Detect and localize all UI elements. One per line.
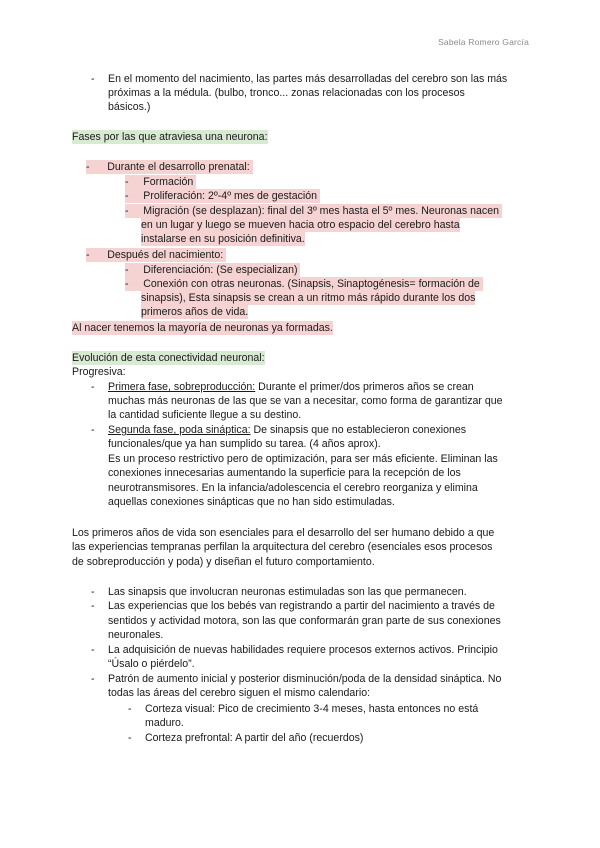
paragraph-line: Los primeros años de vida son esenciales para el desarrollo del ser humano debido a que [72,527,495,539]
sub-bullet-dash: - [128,703,132,715]
postnatal-item-cont: primeros años de vida. [141,306,249,318]
sub-bullet-line: Corteza prefrontal: A partir del año (recuerdos) [145,732,364,744]
second-phase-line: funcionales/que ya han sumplido su tarea. (4 años aprox). [108,438,381,450]
first-phase-text: Durante el primer/dos primeros años se crean [255,381,474,393]
first-phase [108,380,474,394]
bullet-line: neuronales. [108,629,164,641]
bullet-line: “Úsalo o piérdelo”. [108,658,195,670]
prenatal-label-text: Durante el desarrollo prenatal: [107,161,250,173]
postnatal-item: - Diferenciación: (Se especializan) [125,263,300,277]
evolution-subheading: Progresiva: [72,366,126,378]
bullet-line: Las sinapsis que involucran neuronas estimuladas son las que permanecen. [108,586,467,598]
second-phase [108,423,466,437]
bullet-line: La adquisición de nuevas habilidades requiere procesos externos activos. Principio [108,644,498,656]
postnatal-label-text: Después del nacimiento: [107,249,224,261]
paragraph-line: las experiencias tempranas perfilan la arquitectura del cerebro (esenciales esos procesos [72,541,493,553]
author-name: Sabela Romero García [438,37,529,47]
sub-bullet-line: maduro. [145,717,184,729]
second-phase-line: Es un proceso restrictivo pero de optimización, para ser más eficiente. Eliminan las [108,453,498,465]
prenatal-item-text: Formación [143,176,194,188]
prenatal-label: - Durante el desarrollo prenatal: [86,160,253,174]
second-phase-line: neurotransmisores. En la infancia/adolescencia el cerebro reorganiza y elimina [108,482,478,494]
paragraph-line: de sobreproducción y poda) y diseñan el futuro comportamiento. [72,556,375,568]
second-phase-text: De sinapsis que no establecieron conexiones [250,424,467,436]
sub-bullet-line: Corteza visual: Pico de crecimiento 3-4 meses, hasta entonces no está [145,703,479,715]
bullet-line: sentidos y actividad motora, son las que conformarán gran parte de sus conexiones [108,615,501,627]
bullet-line: Patrón de aumento inicial y posterior disminución/poda de la densidad sináptica. No [108,673,502,685]
intro-line: básicos.) [108,101,151,113]
evolution-heading: Evolución de esta conectividad neuronal: [72,352,265,364]
first-phase-title: Primera fase, sobreproducción: [108,381,256,393]
prenatal-item-text: Proliferación: 2º-4º mes de gestación [143,190,318,202]
prenatal-item-text: Migración (se desplazan): final del 3º mes hasta el 5º mes. Neuronas nacen [143,205,499,217]
bullet-dash: - [91,673,95,685]
first-phase-line: muchas más neuronas de las que se van a necesitar, como forma de garantizar que [108,395,503,407]
prenatal-item-cont: instalarse en su posición definitiva. [141,233,305,245]
prenatal-item: - Proliferación: 2º-4º mes de gestación [125,189,320,203]
first-phase-line: la cantidad suficiente llegue a su destino. [108,409,302,421]
prenatal-item: - Formación [125,175,196,189]
bullet-dash: - [91,73,95,85]
bullet-dash: - [91,381,95,393]
sub-bullet-dash: - [128,732,132,744]
intro-line: próximas a la médula. (bulbo, tronco... zonas relacionadas con los procesos [108,87,465,99]
intro-line: En el momento del nacimiento, las partes más desarrolladas del cerebro son las más [108,73,508,85]
prenatal-item-cont: en un lugar y luego se mueven hacia otro espacio del cerebro hasta [141,219,460,231]
postnatal-item-text: Conexión con otras neuronas. (Sinapsis, Sinaptogénesis= formación de [143,278,480,290]
phases-heading: Fases por las que atraviesa una neurona: [72,131,268,143]
second-phase-line: conexiones innecesarias aumentando la superficie para la recepción de los [108,467,461,479]
postnatal-item: - Conexión con otras neuronas. (Sinapsis, Sinaptogénesis= formación de [125,277,483,291]
prenatal-item: - Migración (se desplazan): final del 3º mes hasta el 5º mes. Neuronas nacen [125,204,502,218]
bullet-line: Las experiencias que los bebés van registrando a partir del nacimiento a través de [108,600,495,612]
second-phase-title: Segunda fase, poda sináptica: [108,424,251,436]
postnatal-label: - Después del nacimiento: [86,248,226,262]
bullet-line: todas las áreas del cerebro siguen el mismo calendario: [108,687,371,699]
bullet-dash: - [91,586,95,598]
bullet-dash: - [91,424,95,436]
bullet-dash: - [91,644,95,656]
second-phase-line: aquellas conexiones sinápticas que no han sido estimuladas. [108,496,395,508]
phases-conclusion: Al nacer tenemos la mayoría de neuronas ya formadas. [72,322,333,334]
bullet-dash: - [91,600,95,612]
postnatal-item-text: Diferenciación: (Se especializan) [143,264,298,276]
postnatal-item-cont: sinapsis), Esta sinapsis se crean a un ritmo más rápido durante los dos [141,292,476,304]
